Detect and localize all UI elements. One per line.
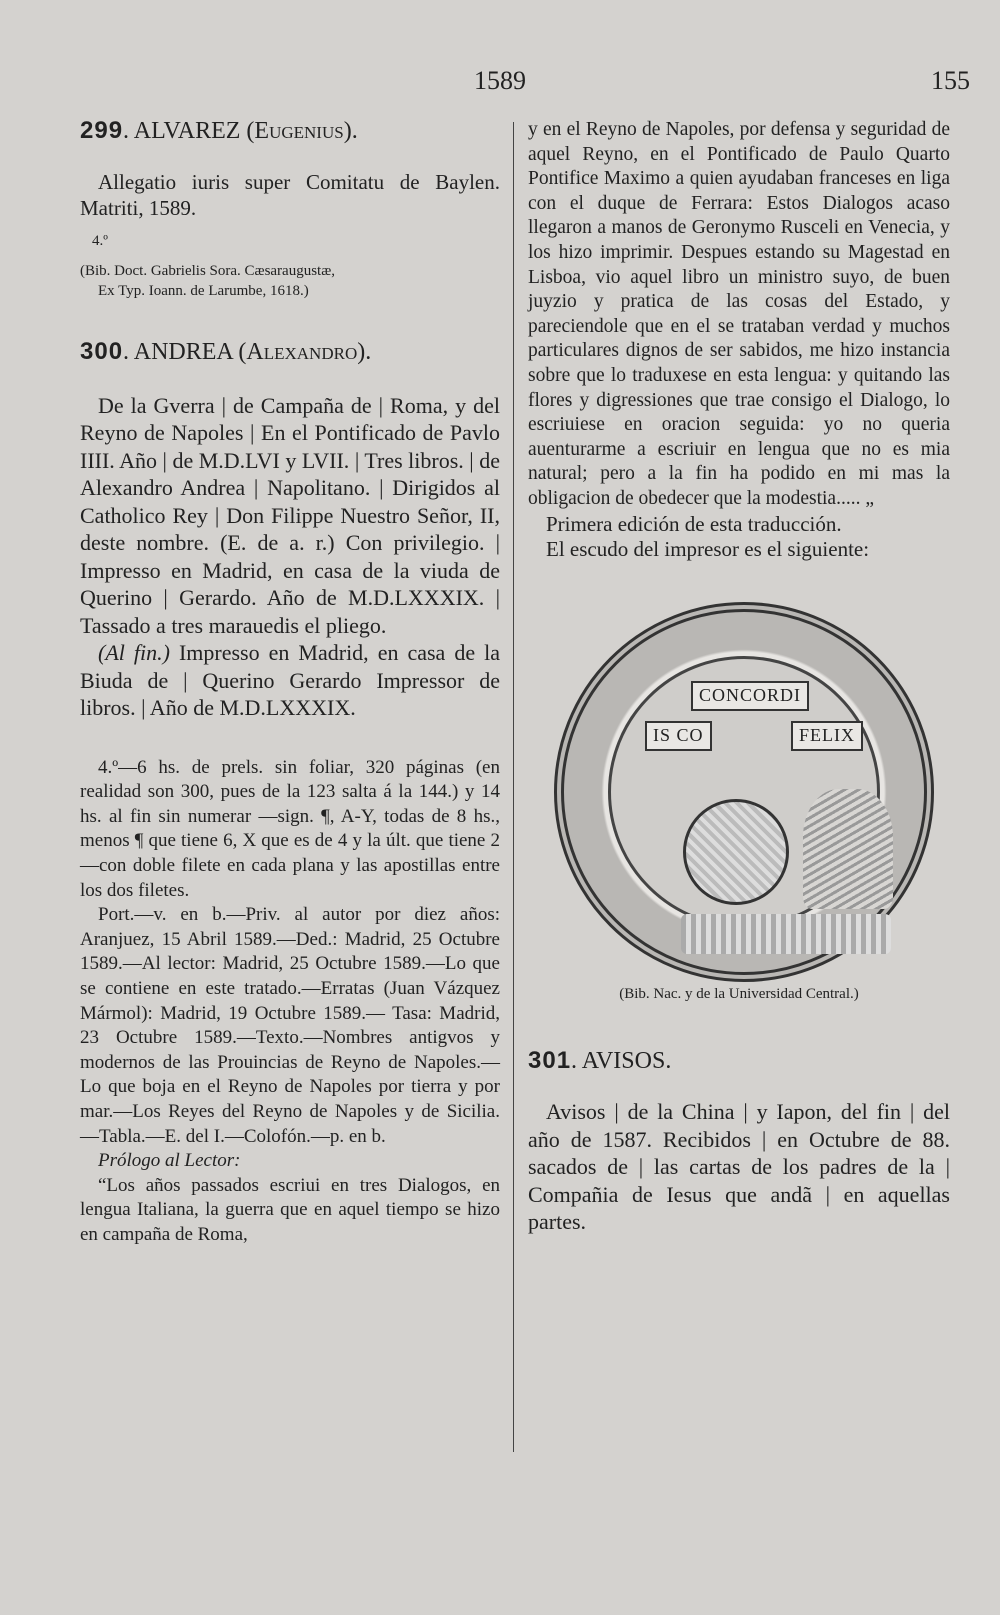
emblem-inner-field (608, 656, 880, 928)
author-name: ANDREA ( (133, 339, 247, 366)
colophon-label: (Al fin.) (98, 640, 170, 666)
left-column (80, 118, 500, 1248)
entry-300-heading: 300. ANDREA (Alexandro). (80, 338, 372, 366)
printer-mark-note: El escudo del impresor es el siguiente: (546, 536, 870, 561)
entry-300-physical-description: 4.º—6 hs. de prels. sin foliar, 320 páginas (en realidad son 300, pues de la 123 salta á la 144.) y 14 hs. al fin sin numerar —sign. ¶, A-Y, todas de 8 hs., menos ¶ que tiene 6, X que es de 4 y la últ. que tiene 2—con doble filete en cada plana y las apostillas entre los dos filetes. (80, 756, 500, 901)
entry-300-colophon (80, 639, 500, 722)
entry-301-heading: 301. AVISOS. (528, 1046, 672, 1074)
prologo-continuation: y en el Reyno de Napoles, por defensa y seguridad de aquel Reyno, en el Pontificado de Paulo Quarto Pontifice Maximo a quien ayudaban franceses en liga con el duque de Ferrara: Estos Dialogos acaso llegaron a manos de Geronymo Rusceli en Venecia, y los hizo imprimir. Despues estando su Magestad en Lisboa, vio aquel libro un ministro suyo, de buen juyzio y pratica de las cosas del Estado, y pareciendole que en el se trataban verdad y muchos particulares dignos de ser sabidos, me hizo instancia sobre que lo traduxese en esta lengua: y quitando las flores y digressiones que trae consigo el Dialogo, lo escriuiese en oracion seguida: yo no queria auenturarme a escriuir en lengua que no es mia natural; pero a la fin ha podido en mi mas la obligacion de obedecer que la modestia..... „ (528, 119, 950, 509)
entry-300-title: De la Gverra | de Campaña de | Roma, y del Reyno de Napoles | En el Pontificado de Pavlo IIII. Año | de M.D.LVI y LVII. | Tres libros. | de Alexandro Andrea | Napolitano. | Dirigidos al Catholico Rey | Don Filippe Nuestro Señor, II, deste nombre. (E. de a. r.) Con privilegio. | Impresso en Madrid, en casa de la viuda de Querino | Gerardo. Año de M.D.LXXXIX. | Tassado a tres marauedis el pliego. (80, 392, 500, 638)
arms-trophy-icon (803, 789, 893, 909)
author-close: ). (343, 118, 358, 144)
instruments-icon (681, 914, 891, 954)
emblem-ribbon-felix: FELIX (791, 721, 863, 750)
column-divider (513, 122, 514, 1452)
entry-299-source-2: Ex Typ. Ioann. de Larumbe, 1618.) (98, 283, 309, 300)
printer-emblem-image (554, 602, 934, 982)
entry-300-contents: Port.—v. en b.—Priv. al autor por diez años: Aranjuez, 15 Abril 1589.—Ded.: Madrid, 25 Octubre 1589.—Al lector: Madrid, 25 Octubre 1589.—Lo que se contiene en este tratado.—Erratas (Juan Vázquez Mármol): Madrid, 19 Octubre 1589.— Tasa: Madrid, 23 Octubre 1589.—Texto.—Nombres antigvos y modernos de las Prouincias de Reyno de Napoles.—Lo que boja en el Reyno de Napoles por tierra y por mar.—Los Reyes del Reyno de Napoles y de Sicilia. —Tabla.—E. del I.—Colofón.—p. en b. (80, 904, 500, 1147)
page-number: 155 (931, 66, 970, 95)
entry-301-title: Avisos | de la China | y Iapon, del fin | del año de 1587. Recibidos | en Octubre de 88. sacados de | las cartas de los padres de la | Compañia de Iesus que andã | en aquellas partes. (528, 1099, 950, 1235)
entry-number: 299 (80, 117, 124, 144)
edition-note: Primera edición de esta traducción. (546, 511, 842, 536)
author-forename: Alexandro (246, 339, 358, 366)
entry-299-heading: 299. ALVAREZ (Eugenius). (80, 117, 358, 144)
author-close: ). (357, 339, 372, 366)
prologo-label: Prólogo al Lector: (98, 1150, 241, 1172)
colophon-text: Impresso en Madrid, en casa de la Biuda de | Querino Gerardo Impressor de libros. | Año de M.D.LXXXIX. (80, 640, 500, 721)
emblem-ribbon-concordia: CONCORDI (691, 681, 809, 710)
author-name: ALVAREZ ( (133, 118, 255, 144)
armillary-globe-icon (683, 799, 789, 905)
emblem-caption: (Bib. Nac. y de la Universidad Central.) (619, 986, 859, 1003)
running-header-year: 1589 (474, 66, 526, 95)
prologo-text: “Los años passados escriui en tres Dialogos, en lengua Italiana, la guerra que en aquel tiempo se hizo en campaña de Roma, (80, 1174, 500, 1245)
author-name: AVISOS. (581, 1047, 672, 1074)
right-column (528, 118, 950, 1236)
entry-number: 300 (80, 338, 124, 366)
entry-299-title: Allegatio iuris super Comitatu de Baylen. Matriti, 1589. (80, 170, 500, 220)
author-forename: Eugenius (254, 118, 344, 144)
entry-299-source-1: (Bib. Doct. Gabrielis Sora. Cæsaraugustæ, (80, 263, 335, 280)
entry-299-format: 4.º (92, 233, 108, 250)
entry-number: 301 (528, 1046, 572, 1074)
emblem-ribbon-left: IS CO (645, 721, 712, 750)
